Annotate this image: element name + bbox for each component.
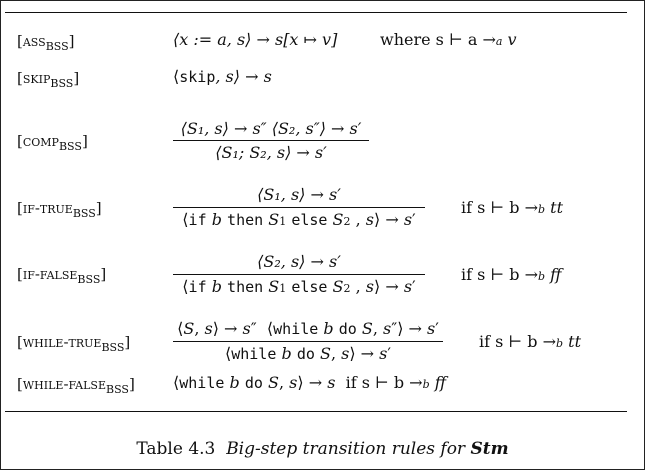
formula-while-false: ⟨while b do S, s⟩ → s if s ⊢ b →b ff [173,373,447,392]
top-rule [5,12,627,13]
formula-skip: ⟨skip, s⟩ → s [173,67,272,86]
condition-ass: where s ⊢ a →a v [380,30,517,49]
formula-if-false: ⟨S₂, s⟩ → s′ ⟨if b then S1 else S2 , s⟩ → s′ [173,252,425,298]
condition-if-false: if s ⊢ b →b ff [461,265,562,284]
formula-ass: ⟨x := a, s⟩ → s[x ↦ v] [173,30,338,49]
formula-while-true: ⟨S, s⟩ → s″ ⟨while b do S, s″⟩ → s′ ⟨while b do S, s⟩ → s′ [173,319,443,365]
table-caption [1,439,644,459]
rule-name-if-false: [if-false$_{BSS}$] [17,265,107,286]
rule-name-skip: [skip$_{BSS}$] [17,69,80,90]
rule-name-ass: [ass$_{BSS}$] [17,32,75,53]
rule-name-while-true: [while-true$_{BSS}$] [17,333,131,354]
caption-term: Stm [470,439,509,459]
rule-name-while-false: [while-false$_{BSS}$] [17,375,135,396]
rule-name-if-true: [if-true$_{BSS}$] [17,199,102,220]
caption-label: Table 4.3 [136,439,216,459]
formula-if-true: ⟨S₁, s⟩ → s′ ⟨if b then S1 else S2 , s⟩ → s′ [173,185,425,231]
formula-comp: ⟨S₁, s⟩ → s″ ⟨S₂, s″⟩ → s′ ⟨S₁; S₂, s⟩ → s′ [173,119,369,165]
condition-if-true: if s ⊢ b →b tt [461,198,563,217]
caption-title: Big-step transition rules for [226,439,466,459]
rule-name-comp: [comp$_{BSS}$] [17,132,88,153]
condition-while-true: if s ⊢ b →b tt [479,332,581,351]
bottom-rule [5,411,627,412]
